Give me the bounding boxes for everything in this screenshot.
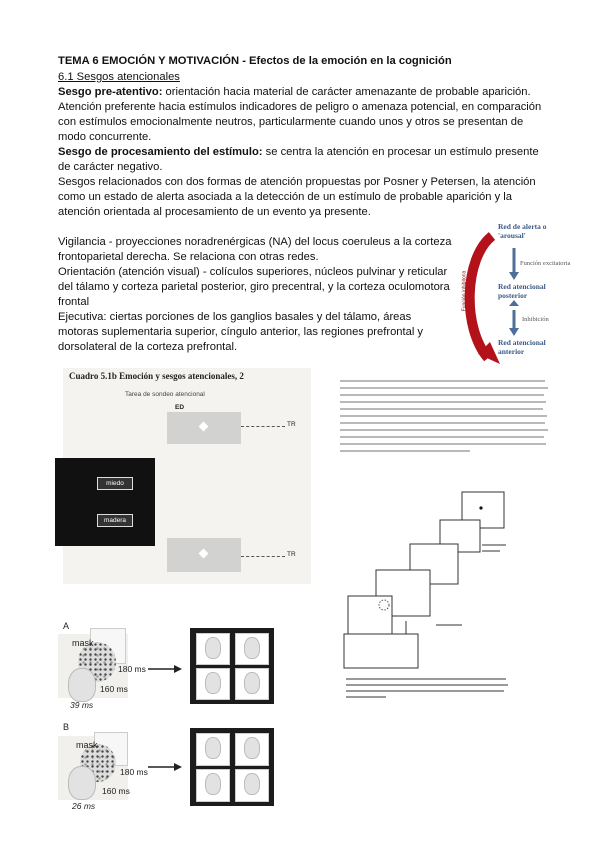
ms160-label-b: 160 ms: [102, 786, 130, 796]
caption-line: [340, 401, 546, 403]
executive-line-2: motoras suplementaria superior, cíngulo anterior, las regiones prefrontal y: [58, 326, 424, 338]
executive-line-3: dorsolateral de la corteza prefrontal.: [58, 341, 238, 353]
grid-face: [205, 773, 221, 795]
caption-line: [340, 415, 547, 417]
face-grid-a: [190, 628, 274, 704]
processing-line-2: de carácter negativo.: [58, 161, 163, 173]
inhibition-label: Inhibición: [522, 316, 549, 323]
fig-caption-line: [346, 696, 386, 698]
word-madera: madera: [97, 514, 133, 527]
posner-line-1: Sesgos relacionados con dos formas de atención propuestas por Posner y Petersen, la atención: [58, 176, 536, 188]
posterior-network-label: Red atencional posterior: [498, 282, 546, 300]
grid-face: [244, 737, 260, 759]
vigilance-line-1: Vigilancia - proyecciones noradrenérgicas (NA) del locus coeruleus a la corteza: [58, 236, 452, 248]
fig-caption-line: [346, 684, 508, 686]
caption-line: [340, 450, 470, 452]
tr-label-top: TR: [287, 421, 296, 428]
fig-caption-line: [346, 690, 504, 692]
inhibition-curve-arrow: [470, 236, 492, 358]
stimulus-screen: [55, 458, 155, 546]
dashed-arrow-bottom: [241, 556, 285, 557]
stacked-frames-svg: [340, 488, 515, 706]
ed-label: ED: [175, 404, 185, 411]
tr-label-bottom: TR: [287, 551, 296, 558]
processing-text: se centra la atención en procesar un estímulo presente: [262, 146, 539, 158]
attention-networks-diagram: [462, 218, 574, 368]
arrow-b-head: [174, 763, 182, 771]
ms180-label-b: 180 ms: [120, 767, 148, 777]
posner-line-3: atención orientada al procesamiento de un evento ya presente.: [58, 206, 371, 218]
caption-line: [340, 443, 546, 445]
mask-label-a: mask: [72, 638, 94, 648]
orientation-line-3: frontal: [58, 296, 90, 308]
ms39-label: 39 ms: [70, 700, 94, 710]
executive-line-1: Ejecutiva: ciertas porciones de los ganglios basales y del tálamo, áreas: [58, 311, 412, 323]
preattentive-text: orientación hacia material de carácter amenazante de probable aparición.: [162, 86, 531, 98]
section-heading: 6.1 Sesgos atencionales: [58, 71, 180, 83]
grid-face: [205, 637, 221, 659]
processing-label: Sesgo de procesamiento del estímulo:: [58, 146, 263, 158]
caption-line: [340, 387, 548, 389]
preattentive-line-4: modo concurrente.: [58, 131, 152, 143]
excitatory-label: Función excitatoria: [520, 260, 571, 267]
title-rest: - Efectos de la emoción en la cognición: [239, 55, 452, 67]
face-stimulus-b: [68, 766, 96, 800]
inhibitory-function-label: Función inhibitoria: [461, 270, 468, 312]
word-miedo: miedo: [97, 477, 133, 490]
grid-face: [205, 737, 221, 759]
frame-5: [348, 596, 392, 634]
orientation-line-2: del tálamo y corteza parietal posterior, giro precentral, y la corteza oculomotora: [58, 281, 450, 293]
anterior-network-label: Red atencional anterior: [498, 338, 546, 356]
small-label-line: [482, 550, 500, 552]
dashed-arrow-top: [241, 426, 285, 427]
stacked-frames-figure: [340, 488, 515, 706]
alert-network-label: Red de alerta o 'arousal': [498, 222, 547, 240]
arrow-a: [148, 664, 182, 674]
caption-line: [340, 394, 544, 396]
panel-a-label: A: [63, 621, 70, 631]
fixation-dot: [479, 506, 482, 509]
ms180-label-a: 180 ms: [118, 664, 146, 674]
vigilance-line-2: frontoparietal derecha. Se relaciona con otras redes.: [58, 251, 319, 263]
ms26-label: 26 ms: [72, 801, 96, 811]
down-arrowhead-2: [509, 328, 519, 336]
orientation-line-1: Orientación (atención visual) - colículos superiores, núcleos pulvinar y reticular: [58, 266, 448, 278]
frame-6: [344, 634, 418, 668]
ms160-label-a: 160 ms: [100, 684, 128, 694]
cuadro-figure: [63, 368, 311, 584]
cuadro-title: Cuadro 5.1b Emoción y sesgos atencionales, 2: [69, 371, 244, 381]
face-grid-b: [190, 728, 274, 806]
title-bold: TEMA 6 EMOCIÓN Y MOTIVACIÓN: [58, 55, 240, 67]
arrow-b: [148, 762, 182, 772]
small-label-line: [482, 544, 506, 546]
cuadro-subtitle: Tarea de sondeo atencional: [125, 391, 205, 398]
caption-line: [340, 436, 544, 438]
caption-line: [340, 408, 543, 410]
processing-line-1: [58, 145, 539, 159]
caption-line: [340, 422, 545, 424]
arrow-a-head: [174, 665, 182, 673]
posner-line-2: como un estado de alerta asociada a la detección de un estímulo de probable aparición y la: [58, 191, 513, 203]
caption-line: [340, 429, 548, 431]
preattentive-line-1: [58, 85, 531, 99]
down-arrowhead-1: [509, 272, 519, 280]
caption-line: [340, 380, 545, 382]
grid-face: [205, 672, 221, 694]
panel-b-label: B: [63, 722, 70, 732]
mask-label-b: mask: [76, 740, 98, 750]
fig-caption-line: [346, 678, 506, 680]
grid-face: [244, 637, 260, 659]
preattentive-line-3: con estímulos emocionalmente neutros, particularmente cuando unos y otros se presentan de: [58, 116, 524, 128]
small-label-line: [436, 624, 462, 626]
blurred-caption-block: [340, 376, 552, 458]
up-arrowhead-2: [509, 300, 519, 306]
grid-face: [244, 773, 260, 795]
grid-face: [244, 672, 260, 694]
page-title: [58, 54, 452, 68]
preattentive-line-2: Atención preferente hacia estímulos indicadores de peligro o amenaza potencial, en comparación: [58, 101, 542, 113]
preattentive-label: Sesgo pre-atentivo:: [58, 86, 163, 98]
face-stimulus-a: [68, 668, 96, 702]
